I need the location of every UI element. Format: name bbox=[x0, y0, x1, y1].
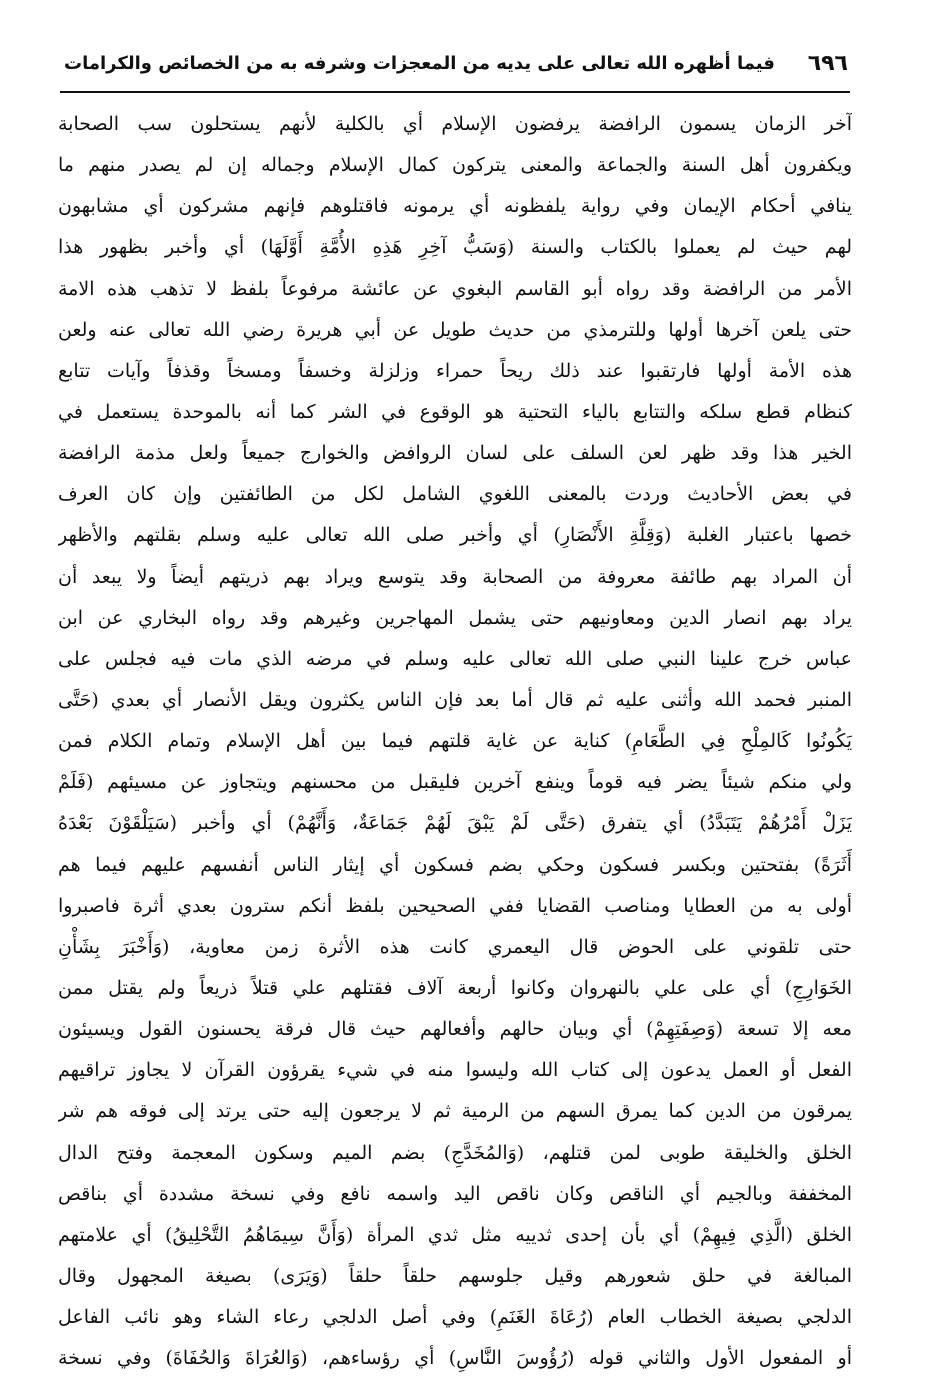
body-text bbox=[58, 104, 852, 1379]
text-line: ولي منكم شيئاً يضر فيه قوماً وينفع آخرين فليقبل من محسنهم ويتجاوز عن مسيئهم (فَلَمْ bbox=[58, 771, 852, 794]
text-line: المبالغة في حلق شعورهم وقيل جلوسهم حلقاً حلقاً (وَيَرَى) بصيغة المجهول وقال bbox=[58, 1264, 852, 1287]
text-line: حتى يلعن آخرها أولها وللترمذي من حديث طويل عن أبي هريرة رضي الله تعالى عنه ولعن bbox=[58, 318, 852, 341]
text-line: الخَوَارِجِ) أي على علي بالنهروان وكانوا أربعة آلاف فقتلهم علي قتلاً ذريعاً ولم يقتل ممن bbox=[58, 976, 852, 999]
text-line: المنبر فحمد الله وأثنى عليه ثم قال أما بعد فإن الناس يكثرون ويقل الأنصار أي بعدي (حَتَّى bbox=[58, 688, 852, 711]
text-line: ينافي أحكام الإيمان وفي رواية يلفظونه أي يرمونه فاقتلوهم فإنهم مشركون أي مشابهون bbox=[58, 195, 852, 218]
text-line: الخلق (الَّذِي فِيهِمْ) أي بأن إحدى ثدييه مثل ثدي المرأة (وَأَنَّ سِيمَاهُمُ التَّحْلِيقُ) أي علامتهم bbox=[58, 1223, 852, 1246]
text-line: معه إلا تسعة (وَصِفَتِهِمْ) أي وبيان حالهم وأفعالهم حيث قال فرقة يحسنون القول ويسيئون bbox=[58, 1018, 852, 1041]
text-line: الفعل أو العمل يدعون إلى كتاب الله وليسوا منه في شيء يقرؤون القرآن لا يجاوز تراقيهم bbox=[58, 1059, 852, 1082]
text-line: أن المراد بهم طائفة معروفة من الصحابة وقد يتوسع ويراد بهم ذريتهم أيضاً ولا يبعد أن bbox=[58, 565, 852, 588]
text-line: الخير هذا وقد ظهر لعن السلف على لسان الروافض والخوارج جميعاً ولعل مذمة الرافضة bbox=[58, 442, 852, 465]
text-line: لهم حيث لم يعملوا بالكتاب والسنة (وَسَبُّ آخِرِ هَذِهِ الأُمَّةِ أَوَّلَهَا) أي وأخبر بظهور هذا bbox=[58, 236, 852, 259]
text-line: أو المفعول الأول والثاني قوله (رُؤُوسَ النَّاسِ) أي رؤساءهم، (وَالعُرَاةَ وَالحُفَاةَ) وفي نسخة bbox=[58, 1347, 852, 1370]
text-line: أَثَرَةً) بفتحتين وبكسر فسكون وحكي بضم فسكون أي إيثار الناس أنفسهم عليهم فيما هم bbox=[58, 853, 852, 876]
text-line: المخففة وبالجيم أي الناقص وكان ناقص اليد واسمه نافع وفي نسخة مشددة أي بناقص bbox=[58, 1182, 852, 1205]
page-number: ٦٩٦ bbox=[807, 50, 848, 76]
text-line: الخلق والخليقة طوبى لمن قتلهم، (وَالمُخَدَّجِ) بضم الميم وسكون المعجمة وفتح الدال bbox=[58, 1141, 852, 1164]
text-line: في بعض الأحاديث وردت بالمعنى اللغوي الشامل لكل من الطائفتين وإن كان العرف bbox=[58, 483, 852, 506]
text-line: خصها باعتبار الغلبة (وَقِلَّةِ الأَنْصَارِ) أي وأخبر صلى الله تعالى عليه وسلم بقلتهم والأظهر bbox=[58, 524, 852, 547]
header-divider bbox=[60, 91, 850, 93]
text-line: عباس خرج علينا النبي صلى الله تعالى عليه وسلم في مرضه الذي مات فيه فجلس على bbox=[58, 647, 852, 670]
page-header bbox=[64, 38, 848, 88]
text-line: ويكفرون أهل السنة والجماعة والمعنى يتركون كمال الإسلام وجماله إن لم يصدر منهم ما bbox=[58, 154, 852, 177]
text-line: كنظام قطع سلكه والتتابع بالياء التحتية هو الوقوع في الشر كما أنه بالموحدة يستعمل في bbox=[58, 400, 852, 423]
text-line: آخر الزمان يسمون الرافضة يرفضون الإسلام أي بالكلية لأنهم يستحلون سب الصحابة bbox=[58, 113, 852, 135]
text-line: الدلجي بصيغة الخطاب العام (رُعَاةَ الغَنَمِ) وفي أصل الدلجي رعاء الشاء وهو نائب الفاعل bbox=[58, 1306, 852, 1329]
text-line: هذه الأمة أولها فارتقبوا عند ذلك ريحاً حمراء وزلزلة وخسفاً ومسخاً وقذفاً وآيات تتابع bbox=[58, 359, 852, 382]
text-line: يراد بهم انصار الدين ومعاونيهم حتى يشمل المهاجرين وغيرهم وقد رواه البخاري عن ابن bbox=[58, 606, 852, 629]
text-line: الأمر من الرافضة وقد رواه أبو القاسم البغوي عن عائشة مرفوعاً بلفظ لا تذهب هذه الامة bbox=[58, 277, 852, 300]
text-line: يَزَلْ أَمْرُهُمْ يَتَبَدَّدُ) أي يتفرق (حَتَّى لَمْ يَبْقَ لَهُمْ جَمَاعَةٌ، وَأَنَّهُمْ) أي وأخبر (سَيَلْقَوْنَ بَعْدَهُ bbox=[58, 812, 852, 835]
text-line: يَكُونُوا كَالمِلْحِ فِي الطَّعَامِ) كناية عن غاية قلتهم فيما بين أهل الإسلام وتمام الكلام فمن bbox=[58, 730, 852, 753]
running-title: فيما أظهره الله تعالى على يديه من المعجزات وشرفه به من الخصائص والكرامات bbox=[64, 52, 775, 74]
text-line: أولى به من العطايا ومناصب القضايا ففي الصحيحين بلفظ أنكم سترون بعدي أثرة فاصبروا bbox=[58, 894, 852, 917]
text-line: يمرقون من الدين كما يمرق السهم من الرمية ثم لا يرجعون إليه حتى يرتد إلى فوقه هم شر bbox=[58, 1100, 852, 1123]
text-line: حتى تلقوني على الحوض قال اليعمري كانت هذه الأثرة زمن معاوية، (وَأَخْبَرَ بِشَأْنِ bbox=[58, 935, 852, 958]
